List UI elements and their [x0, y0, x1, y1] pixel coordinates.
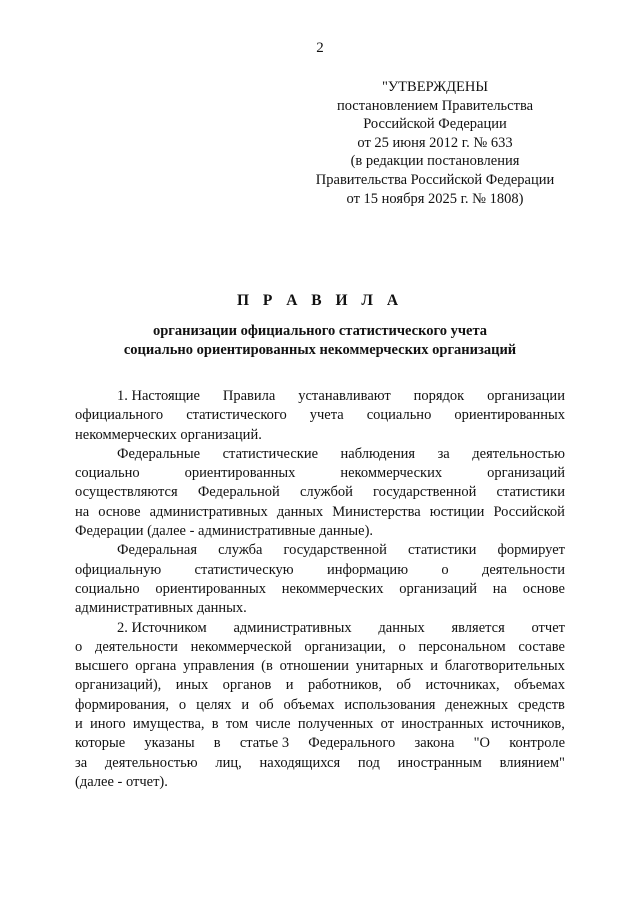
word: органа	[135, 658, 177, 675]
word: официального	[75, 407, 164, 424]
word: о	[178, 696, 187, 713]
word: иного	[90, 716, 126, 733]
paragraph-line	[75, 464, 565, 483]
word: средств	[517, 696, 565, 713]
word: объемах	[514, 677, 565, 694]
paragraph-line	[75, 406, 565, 425]
word: организаций),	[75, 677, 162, 694]
approval-line: Российской Федерации	[363, 116, 507, 133]
word: социально	[75, 580, 140, 597]
word: указаны	[144, 735, 195, 752]
paragraph-line	[75, 619, 565, 638]
paragraph-line	[75, 561, 565, 580]
word: наблюдения	[340, 445, 416, 462]
word: Министерства	[332, 503, 421, 520]
word: источников,	[490, 716, 565, 733]
word: некоммерческой	[190, 638, 292, 655]
word: некоммерческих организаций.	[75, 426, 262, 443]
word: информацию	[326, 561, 409, 578]
word: на	[492, 580, 507, 597]
paragraph-line	[75, 638, 565, 657]
word: порядок	[413, 388, 465, 404]
word: некоммерческих	[281, 580, 384, 597]
word: административных	[233, 619, 352, 636]
word: Федеральные	[117, 445, 201, 462]
word: деятельности	[481, 561, 565, 578]
word: социально	[75, 465, 140, 482]
word: и	[241, 696, 250, 713]
word: организаций	[487, 465, 565, 482]
word: о	[441, 561, 449, 578]
word: юстиции	[429, 503, 485, 520]
word: органов	[222, 677, 272, 694]
approval-line: от 25 июня 2012 г. № 633	[357, 134, 513, 151]
word: деятельностью	[472, 445, 565, 462]
word: объемах	[283, 696, 335, 713]
word: данных	[276, 503, 324, 520]
word: благотворительных	[444, 658, 565, 675]
approval-line: Правительства Российской Федерации	[315, 171, 555, 188]
word: учета	[309, 407, 344, 424]
paragraph-line	[75, 754, 565, 773]
word: государственной	[283, 542, 387, 559]
word: службой	[299, 484, 353, 501]
word: контроле	[509, 735, 565, 752]
word: административных	[149, 503, 268, 520]
word: ориентированных	[184, 465, 296, 482]
word: ориентированных	[454, 407, 565, 424]
word: Российской	[493, 503, 565, 520]
paragraph-line	[75, 483, 565, 502]
word: имущества,	[132, 716, 205, 733]
paragraph-line	[75, 541, 565, 560]
paragraph-line	[75, 599, 565, 618]
word: на	[75, 503, 90, 520]
word: официальную	[75, 561, 162, 578]
word: лиц,	[215, 754, 242, 771]
paragraph-line	[75, 522, 565, 541]
word: числе	[255, 716, 291, 733]
word: в	[213, 735, 221, 752]
word: некоммерческих	[340, 465, 443, 482]
word: деятельности	[94, 638, 178, 655]
paragraph-line	[75, 580, 565, 599]
word: целях	[196, 696, 232, 713]
word: организации	[487, 388, 565, 404]
word: полученных	[297, 716, 374, 733]
word: за	[437, 445, 450, 462]
word: 1. Настоящие	[117, 388, 200, 404]
word: статье 3	[239, 735, 290, 752]
word: об	[258, 696, 274, 713]
word: Федерального	[308, 735, 396, 752]
word: статистические	[222, 445, 319, 462]
word: от	[380, 716, 395, 733]
document-body	[75, 387, 565, 792]
word: Федерации (далее - административные данные).	[75, 523, 374, 540]
word: унитарных	[355, 658, 424, 675]
word: использования	[344, 696, 436, 713]
approval-line: "УТВЕРЖДЕНЫ	[382, 79, 488, 95]
word: денежных	[445, 696, 509, 713]
word: закона	[414, 735, 455, 752]
word: служба	[218, 542, 263, 559]
word: о	[398, 638, 406, 655]
word: административных данных.	[75, 600, 247, 617]
word: об	[396, 677, 412, 694]
word: отчет	[531, 619, 565, 636]
word: и	[430, 658, 439, 675]
word: статистики	[407, 542, 477, 559]
word: за	[75, 754, 88, 771]
word: организации,	[304, 638, 386, 655]
word: формирования,	[75, 696, 170, 713]
word: Федеральной	[197, 484, 280, 501]
word: (в	[261, 658, 273, 675]
paragraph-line	[75, 445, 565, 464]
word: находящихся	[259, 754, 341, 771]
word: деятельностью	[104, 754, 198, 771]
paragraph-line	[75, 715, 565, 734]
word: источниках,	[425, 677, 500, 694]
word: иностранным	[397, 754, 482, 771]
word: влиянием"	[499, 754, 565, 771]
approval-line: постановлением Правительства	[336, 97, 534, 114]
word: основе	[98, 503, 141, 520]
document-subtitle-line: социально ориентированных некоммерческих организаций	[123, 342, 517, 358]
word: устанавливают	[298, 388, 391, 404]
word: отношении	[279, 658, 349, 675]
paragraph-line	[75, 657, 565, 676]
word: работников,	[307, 677, 382, 694]
word: формирует	[497, 542, 565, 559]
word: Федеральная	[117, 542, 198, 559]
paragraph-line	[75, 387, 565, 406]
word: составе	[518, 638, 565, 655]
word: "О	[473, 735, 490, 752]
title-block	[0, 292, 640, 360]
approval-line: от 15 ноября 2025 г. № 1808)	[346, 190, 524, 207]
word: государственной	[373, 484, 477, 501]
word: персональном	[418, 638, 506, 655]
word: данных	[378, 619, 425, 636]
word: (далее - отчет).	[75, 773, 168, 790]
word: является	[451, 619, 505, 636]
approval-line: (в редакции постановления	[350, 153, 520, 170]
word: социально	[366, 407, 432, 424]
word: о	[75, 638, 83, 655]
word: Правила	[222, 388, 276, 404]
word: том	[225, 716, 249, 733]
word: статистического	[186, 407, 287, 424]
word: управления	[183, 658, 255, 675]
word: в	[211, 716, 219, 733]
word: статистическую	[194, 561, 294, 578]
paragraph-line	[75, 773, 565, 792]
page-number: 2	[316, 40, 324, 56]
word: 2. Источником	[117, 619, 207, 636]
word: и	[285, 677, 294, 694]
paragraph-line	[75, 676, 565, 695]
paragraph-line	[75, 426, 565, 445]
word: высшего	[75, 658, 129, 675]
word: иных	[175, 677, 209, 694]
paragraph-line	[75, 503, 565, 522]
paragraph-line	[75, 696, 565, 715]
word: которые	[75, 735, 126, 752]
word: иностранных	[401, 716, 484, 733]
document-subtitle-line: организации официального статистического учета	[152, 323, 487, 339]
approval-block	[300, 78, 570, 208]
paragraph-line	[75, 734, 565, 753]
word: статистики	[496, 484, 565, 501]
word: основе	[522, 580, 565, 597]
word: и	[75, 716, 83, 733]
word: ориентированных	[155, 580, 267, 597]
word: под	[357, 754, 380, 771]
word: осуществляются	[75, 484, 178, 501]
document-title: П Р А В И Л А	[236, 292, 404, 309]
word: организаций	[399, 580, 478, 597]
